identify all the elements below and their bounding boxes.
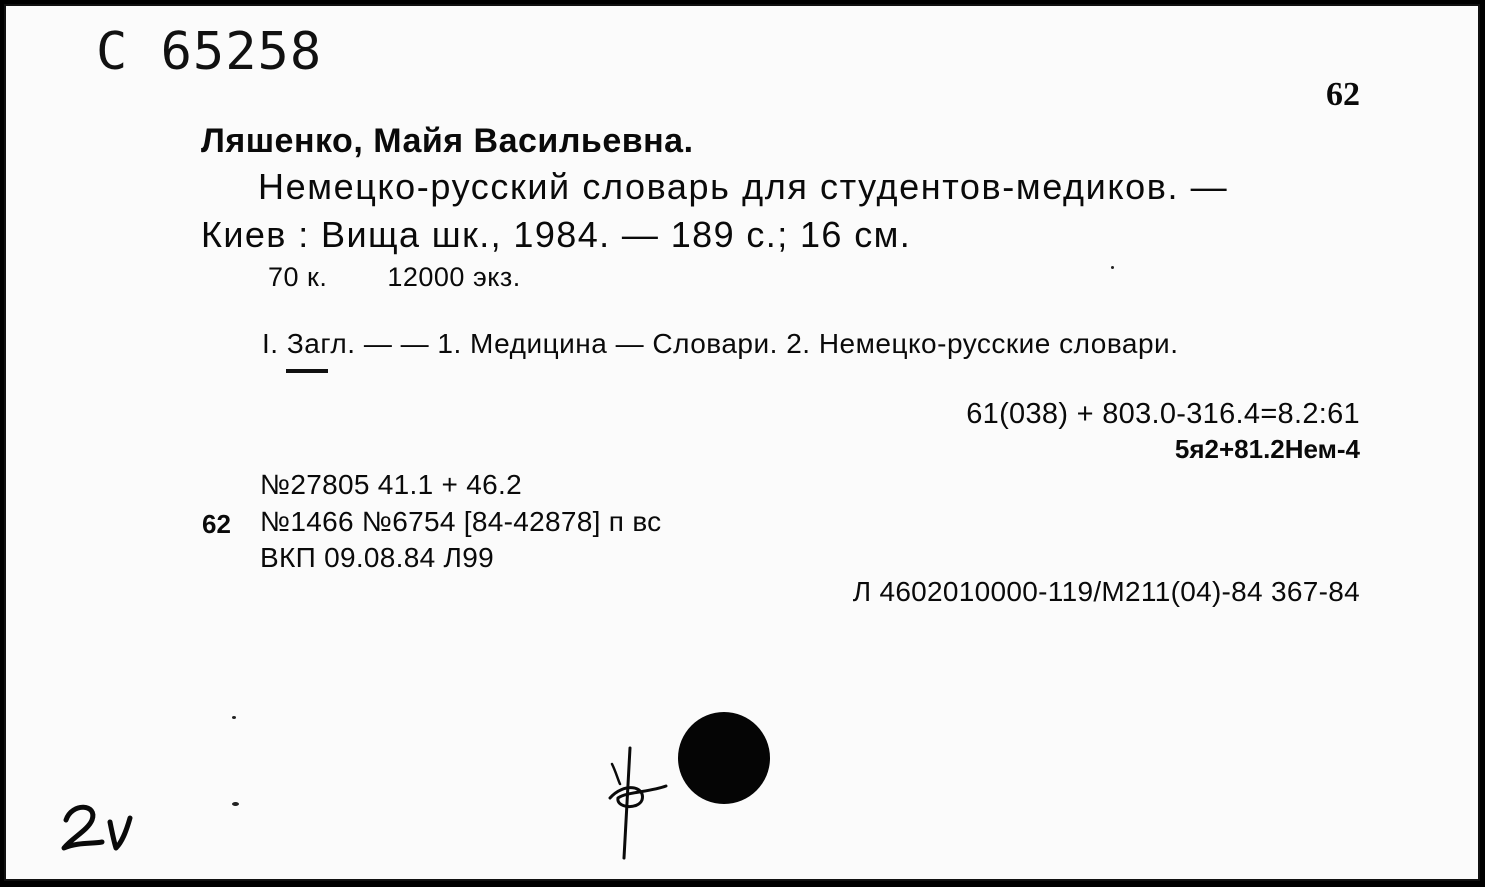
copies: 12000 экз. — [387, 262, 521, 292]
black-dot — [678, 712, 770, 804]
call-number: С 65258 — [96, 22, 323, 82]
title-line-2: Киев : Вища шк., 1984. — 189 с.; 16 см. — [201, 214, 912, 255]
accession-line-2: №1466 №6754 [84-42878] п вс — [260, 506, 662, 537]
subject-headings: I. Загл. — — 1. Медицина — Словари. 2. Немецко-русские словари. — [262, 328, 1179, 359]
speck — [232, 802, 239, 806]
speck — [1111, 266, 1114, 269]
handwritten-number — [58, 798, 148, 858]
author-name: Ляшенко, Майя Васильевна. — [201, 122, 694, 160]
price: 70 к. — [268, 262, 328, 292]
underline-mark — [286, 369, 328, 373]
handwritten-mark — [602, 742, 672, 862]
accession-line-1: №27805 41.1 + 46.2 — [260, 469, 522, 500]
publisher-code: Л 4602010000-119/М211(04)-84 367-84 — [852, 576, 1360, 607]
accession-line-3: ВКП 09.08.84 Л99 — [260, 542, 494, 573]
catalog-card — [4, 4, 1480, 881]
accession-line-2-number: 62 — [202, 509, 231, 539]
title-line-1: Немецко-русский словарь для студентов-медиков. — — [258, 166, 1229, 207]
classification-index-1: 61(038) + 803.0-316.4=8.2:61 — [966, 398, 1360, 430]
classification-index-2: 5я2+81.2Нем-4 — [1174, 434, 1360, 464]
price-line — [268, 262, 521, 293]
speck — [232, 716, 236, 719]
page-number: 62 — [1326, 76, 1360, 113]
